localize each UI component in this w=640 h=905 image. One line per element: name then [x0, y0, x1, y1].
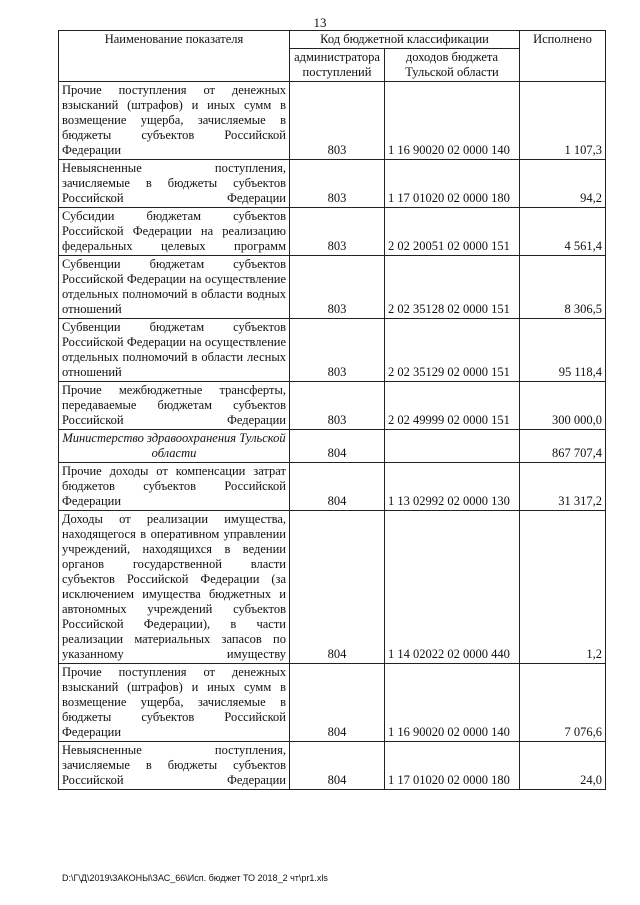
row-admin: 803	[290, 208, 385, 256]
row-amount: 1 107,3	[520, 82, 606, 160]
header-code-group: Код бюджетной классификации	[290, 31, 520, 49]
row-admin: 803	[290, 160, 385, 208]
table-row	[59, 208, 606, 256]
header-admin: администратора поступлений	[290, 49, 385, 82]
row-name: Субвенции бюджетам субъектов Российской Федерации на осуществление отдельных полномочий в области водных отношений	[59, 256, 290, 319]
row-admin: 803	[290, 256, 385, 319]
header-executed: Исполнено	[520, 31, 606, 82]
ministry-name: Министерство здравоохранения Тульской области	[59, 430, 290, 463]
row-code: 1 13 02992 02 0000 130	[385, 463, 520, 511]
row-name: Невыясненные поступления, зачисляемые в бюджеты субъектов Российской Федерации	[59, 742, 290, 790]
row-amount: 24,0	[520, 742, 606, 790]
table-row	[59, 160, 606, 208]
row-code: 1 14 02022 02 0000 440	[385, 511, 520, 664]
row-amount: 300 000,0	[520, 382, 606, 430]
table-row	[59, 82, 606, 160]
row-name: Невыясненные поступления, зачисляемые в бюджеты субъектов Российской Федерации	[59, 160, 290, 208]
row-admin: 804	[290, 430, 385, 463]
row-code: 1 17 01020 02 0000 180	[385, 742, 520, 790]
row-admin: 804	[290, 511, 385, 664]
row-code: 2 02 35129 02 0000 151	[385, 319, 520, 382]
row-amount: 95 118,4	[520, 319, 606, 382]
table-row	[59, 256, 606, 319]
row-code	[385, 430, 520, 463]
table-row	[59, 664, 606, 742]
header-income: доходов бюджета Тульской области	[385, 49, 520, 82]
row-name: Прочие поступления от денежных взысканий (штрафов) и иных сумм в возмещение ущерба, зачисляемые в бюджеты субъектов Российской Федерации	[59, 664, 290, 742]
header-name: Наименование показателя	[59, 31, 290, 82]
row-code: 2 02 20051 02 0000 151	[385, 208, 520, 256]
page-number: 13	[313, 15, 327, 30]
row-admin: 804	[290, 742, 385, 790]
row-amount: 867 707,4	[520, 430, 606, 463]
row-amount: 8 306,5	[520, 256, 606, 319]
table-row	[59, 742, 606, 790]
row-admin: 803	[290, 382, 385, 430]
row-admin: 803	[290, 319, 385, 382]
row-name: Прочие поступления от денежных взысканий (штрафов) и иных сумм в возмещение ущерба, зачисляемые в бюджеты субъектов Российской Федерации	[59, 82, 290, 160]
row-amount: 31 317,2	[520, 463, 606, 511]
row-name: Прочие межбюджетные трансферты, передаваемые бюджетам субъектов Российской Федерации	[59, 382, 290, 430]
table-row	[59, 382, 606, 430]
table-row	[59, 319, 606, 382]
row-code: 2 02 49999 02 0000 151	[385, 382, 520, 430]
header-row-1	[59, 31, 606, 49]
row-code: 1 16 90020 02 0000 140	[385, 664, 520, 742]
row-name: Субсидии бюджетам субъектов Российской Федерации на реализацию федеральных целевых программ	[59, 208, 290, 256]
row-admin: 804	[290, 463, 385, 511]
row-admin: 803	[290, 82, 385, 160]
row-name: Субвенции бюджетам субъектов Российской Федерации на осуществление отдельных полномочий в области лесных отношений	[59, 319, 290, 382]
row-amount: 4 561,4	[520, 208, 606, 256]
row-amount: 1,2	[520, 511, 606, 664]
row-name: Прочие доходы от компенсации затрат бюджетов субъектов Российской Федерации	[59, 463, 290, 511]
budget-table	[58, 30, 606, 790]
file-path-footer: D:\Г\Д\2019\ЗАКОНЫ\ЗАС_66\Исп. бюджет ТО 2018_2 чт\pr1.xls	[62, 873, 328, 883]
row-code: 1 17 01020 02 0000 180	[385, 160, 520, 208]
row-amount: 7 076,6	[520, 664, 606, 742]
row-name: Доходы от реализации имущества, находящегося в оперативном управлении учреждений, находящихся в ведении органов государственной власти субъектов Российской Федерации (за исключением имущества бюджетных и автономных учреждений субъектов Российской Федерации), в части реализации материальных запасов по указанному имуществу	[59, 511, 290, 664]
table-row-ministry	[59, 430, 606, 463]
row-amount: 94,2	[520, 160, 606, 208]
row-code: 1 16 90020 02 0000 140	[385, 82, 520, 160]
row-admin: 804	[290, 664, 385, 742]
table-row	[59, 511, 606, 664]
table-row	[59, 463, 606, 511]
row-code: 2 02 35128 02 0000 151	[385, 256, 520, 319]
